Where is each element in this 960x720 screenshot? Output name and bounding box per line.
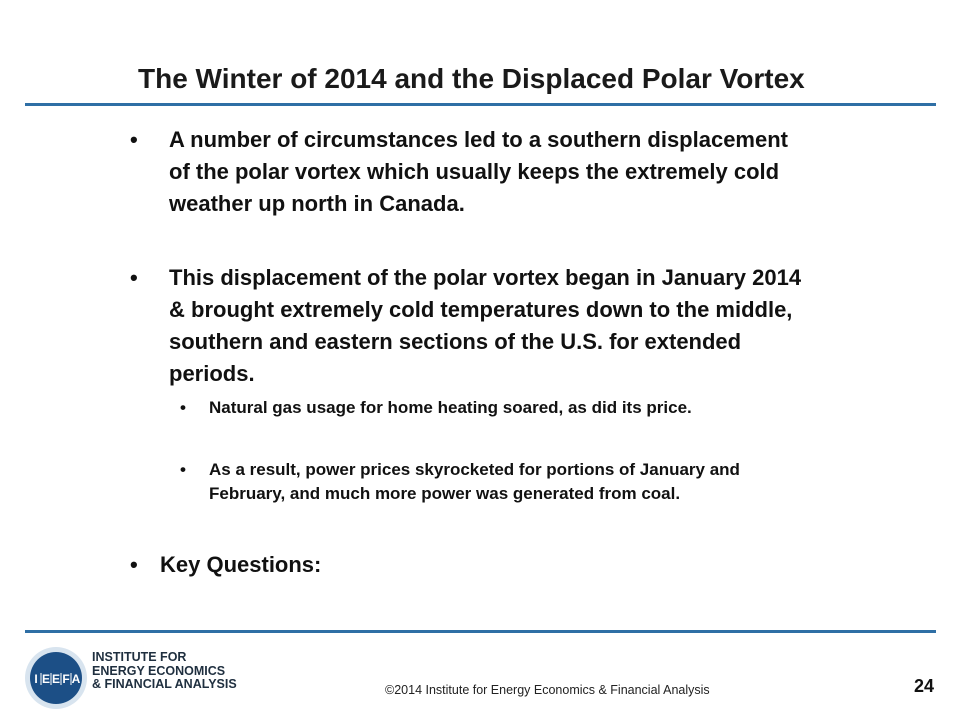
sub-bullet-marker: • [180, 398, 186, 417]
bullet-marker: • [130, 265, 138, 290]
sub-bullet-text: Natural gas usage for home heating soared, as did its price. [209, 398, 692, 417]
bullet-marker: • [130, 127, 138, 152]
logo-letter: I [34, 672, 38, 686]
logo-letter: A [71, 672, 81, 686]
footer-divider [25, 630, 936, 633]
org-name-line: INSTITUTE FOR [92, 650, 187, 664]
ieefa-logo [24, 646, 88, 710]
logo-letter: F [62, 672, 70, 686]
copyright-text: ©2014 Institute for Energy Economics & Financial Analysis [385, 683, 710, 697]
bullet-marker: • [130, 552, 138, 577]
page-number: 24 [914, 676, 935, 696]
bullet-item [130, 262, 810, 390]
org-name-line: ENERGY ECONOMICS [92, 663, 226, 678]
sub-bullet-text: As a result, power prices skyrocketed for portions of January and February, and much more power was generated from coal. [209, 460, 740, 503]
org-name-line: & FINANCIAL ANALYSIS [92, 677, 237, 691]
logo-letter: E [51, 672, 61, 686]
sub-bullet-item [180, 396, 820, 420]
bullet-text: A number of circumstances led to a southern displacement of the polar vortex which usually keeps the extremely cold weather up north in Canada. [169, 127, 788, 216]
logo-letter: E [41, 672, 51, 686]
bullet-text: This displacement of the polar vortex began in January 2014 & brought extremely cold temperatures down to the middle, southern and eastern sections of the U.S. for extended periods. [169, 265, 802, 386]
bullet-item [130, 549, 530, 581]
title-divider [25, 103, 936, 106]
org-name [92, 651, 237, 692]
sub-bullet-item [180, 458, 820, 506]
sub-bullet-marker: • [180, 460, 186, 479]
bullet-text: Key Questions: [160, 552, 322, 577]
bullet-item [130, 124, 810, 220]
slide-title: The Winter of 2014 and the Displaced Polar Vortex [138, 63, 805, 94]
